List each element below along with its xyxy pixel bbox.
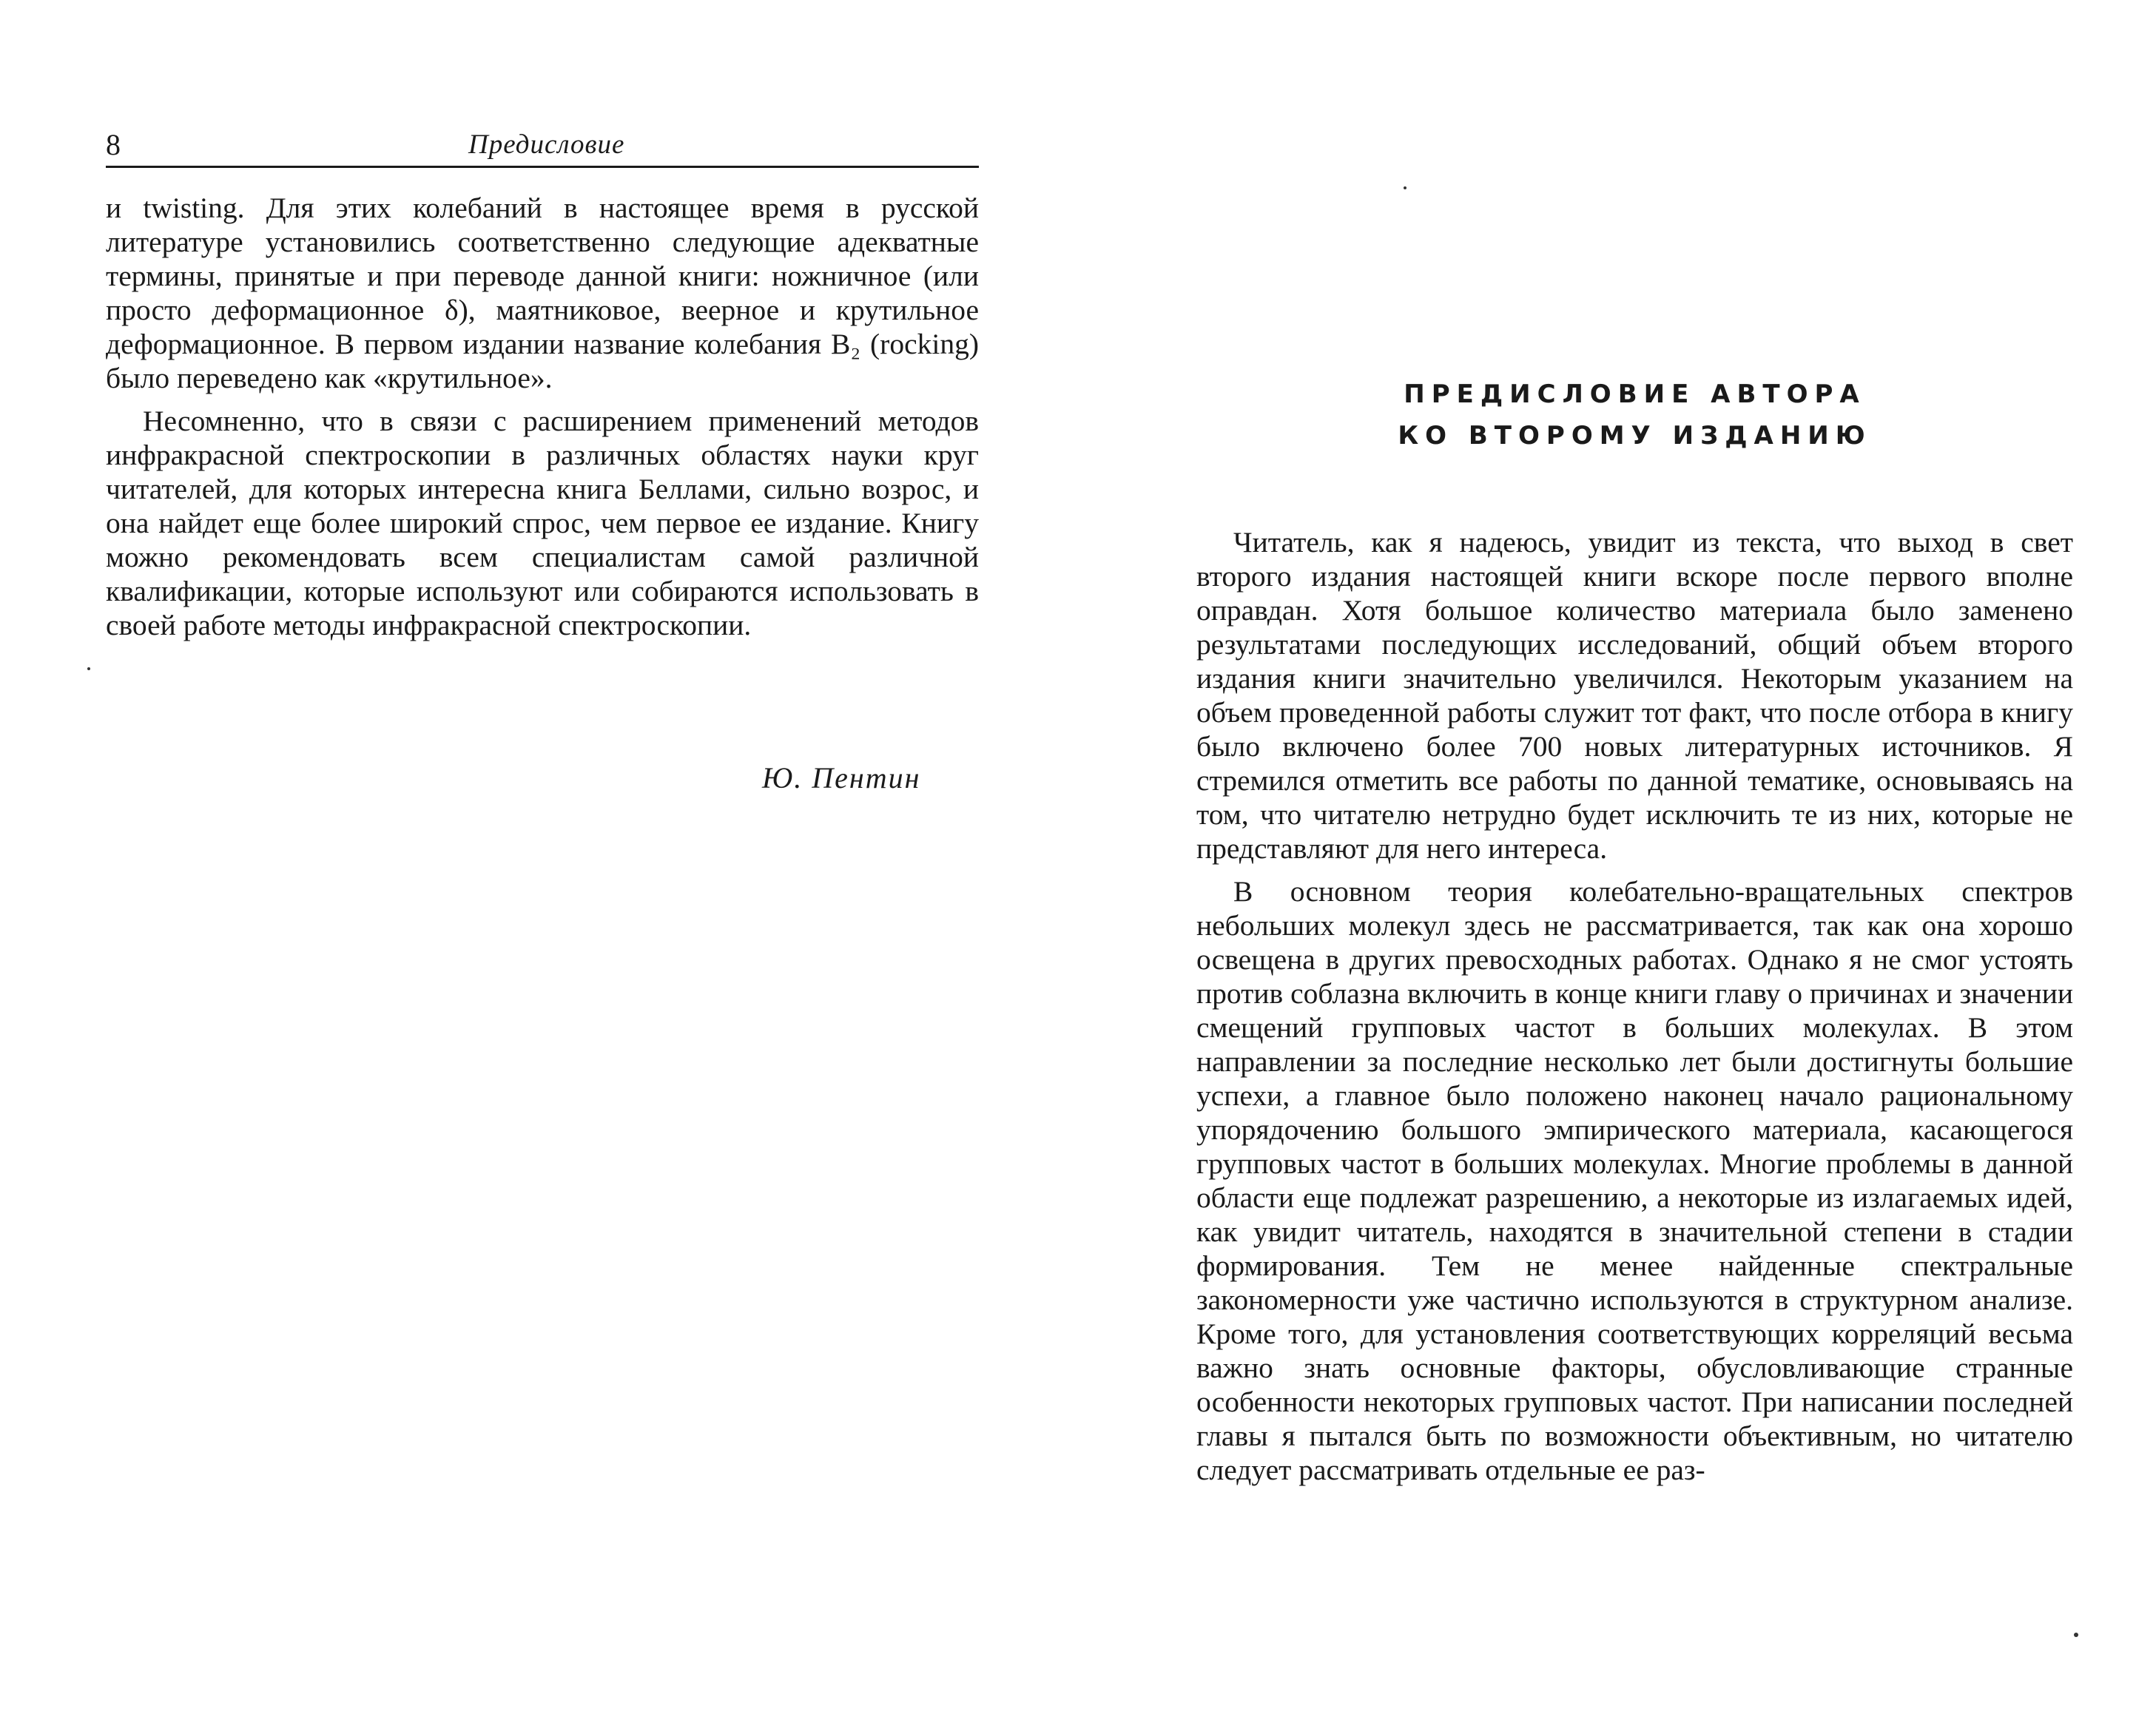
left-paragraph-1: и twisting. Для этих колебаний в настоящее время в русской литературе установились соответственно следующие адекватные термины, принятые и при переводе данной книги: ножничное (или просто деформационное δ), маятниковое, веерное и крутильное деформационное. В первом издании название колебания B₂ (rocking) было переведено как «крутильное».	[106, 192, 979, 394]
scan-speck	[87, 667, 90, 670]
running-title: Предисловие	[468, 129, 625, 160]
right-body-text	[1196, 525, 2073, 1496]
right-page	[1078, 0, 2156, 1714]
left-paragraph-2: Несомненно, что в связи с расширением применений методов инфракрасной спектроскопии в различных областях науки круг читателей, для которых интересна книга Беллами, сильно возрос, и она найдет еще более широкий спрос, чем первое ее издание. Книгу можно рекомендовать всем специалистам самой различной квалификации, которые используют или собираются использовать в своей работе методы инфракрасной спектроскопии.	[106, 405, 979, 641]
heading-line-2: КО ВТОРОМУ ИЗДАНИЮ	[1398, 421, 1872, 451]
right-paragraph-1: Читатель, как я надеюсь, увидит из текста, что выход в свет второго издания настоящей книги вскоре после первого вполне оправдан. Хотя большое количество материала было заменено результатами последующих исследований, общий объем второго издания книги значительно увеличился. Некоторым указанием на объем проведенной работы служит тот факт, что после отбора в книгу было включено более 700 новых литературных источников. Я стремился отметить все работы по данной тематике, основываясь на том, что читателю нетрудно будет исключить те из них, которые не представляют для него интереса.	[1196, 526, 2073, 865]
left-body-text	[106, 191, 979, 651]
scan-speck	[1404, 186, 1407, 189]
scan-speck	[2074, 1633, 2078, 1637]
chapter-heading	[1196, 374, 2073, 456]
running-head	[106, 124, 979, 168]
right-paragraph-2: В основном теория колебательно-вращательных спектров небольших молекул здесь не рассматривается, так как она хорошо освещена в других превосходных работах. Однако я не смог устоять против соблазна включить в конце книги главу о причинах и значении смещений групповых частот в больших молекулах. В этом направлении за последние несколько лет были достигнуты большие успехи, а главное было положено наконец начало рациональному упорядочению большого эмпирического материала, касающегося групповых частот в больших молекулах. Многие проблемы в данной области еще подлежат разрешению, а некоторые из излагаемых идей, как увидит читатель, находятся в значительной степени в стадии формирования. Тем не менее найденные спектральные закономерности уже частично используются в структурном анализе. Кроме того, для установления соответствующих корреляций весьма важно знать основные факторы, обусловливающие странные особенности некоторых групповых частот. При написании последней главы я пытался быть по возможности объективным, но читателю следует рассматривать отдельные ее раз-	[1196, 875, 2073, 1486]
page-number: 8	[106, 128, 121, 161]
translator-signature: Ю. Пентин	[762, 761, 921, 794]
heading-line-1: ПРЕДИСЛОВИЕ АВТОРА	[1404, 379, 1866, 409]
